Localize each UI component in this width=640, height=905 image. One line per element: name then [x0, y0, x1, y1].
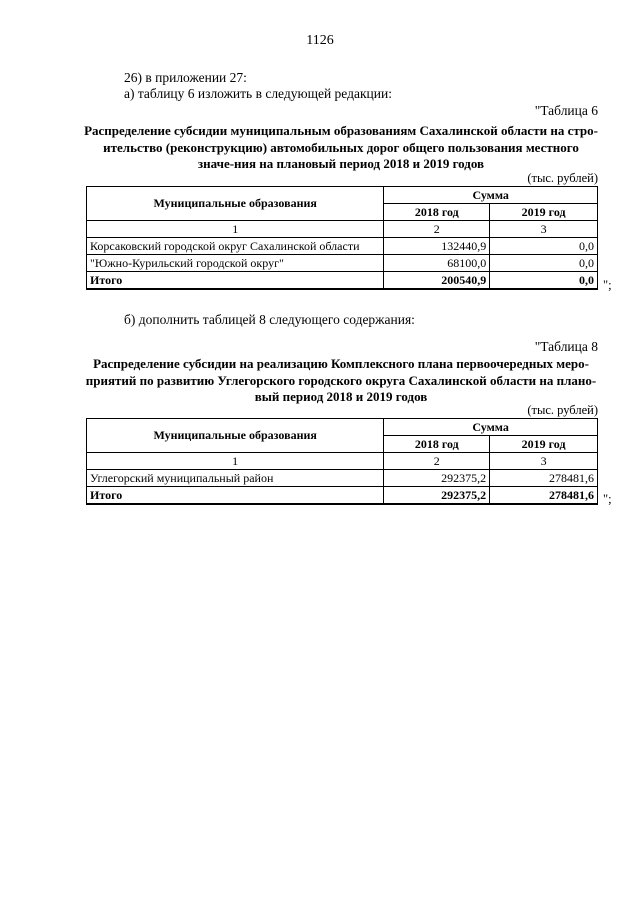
table6-row1-name: Корсаковский городской округ Сахалинской области: [87, 238, 384, 255]
table6-colnum-3: 3: [490, 221, 598, 238]
table6: [86, 186, 598, 290]
table8-row1-name: Углегорский муниципальный район: [87, 470, 384, 487]
table6-units: (тыс. рублей): [527, 171, 598, 185]
item-a: а) таблицу 6 изложить в следующей редакции:: [124, 86, 392, 101]
table6-row1-2019: 0,0: [490, 238, 598, 255]
table8-label: "Таблица 8: [534, 339, 598, 354]
table8-total-2018: 292375,2: [384, 487, 490, 505]
table-row-total: [87, 272, 598, 290]
table6-row2-2018: 68100,0: [384, 255, 490, 272]
table6-closing-quote: ";: [603, 278, 612, 292]
table8-row1-2018: 292375,2: [384, 470, 490, 487]
table6-colnum-1: 1: [87, 221, 384, 238]
table8-header-mo: Муниципальные образования: [87, 419, 384, 453]
table8-title: Распределение субсидии на реализацию Комплексного плана первоочередных меро-приятий по развитию Углегорского городского округа Сахалинской области на плано-вый период 2018 и 2019 годов: [85, 356, 597, 404]
table8-total-2019: 278481,6: [490, 487, 598, 505]
table6-colnum-2: 2: [384, 221, 490, 238]
table6-header-sum: Сумма: [384, 187, 598, 204]
table-row-total: [87, 487, 598, 505]
page-number: 1126: [306, 33, 334, 48]
table8-header-sum: Сумма: [384, 419, 598, 436]
table8-colnum-1: 1: [87, 453, 384, 470]
table-row: [87, 255, 598, 272]
table8-units: (тыс. рублей): [527, 403, 598, 417]
table-row: [87, 238, 598, 255]
table6-total-2018: 200540,9: [384, 272, 490, 290]
table8: [86, 418, 598, 505]
table8-colnum-2: 2: [384, 453, 490, 470]
table8-colnum-3: 3: [490, 453, 598, 470]
table8-total-name: Итого: [87, 487, 384, 505]
table8-header-2019: 2019 год: [490, 436, 598, 453]
table-row: [87, 470, 598, 487]
table6-header-2019: 2019 год: [490, 204, 598, 221]
table6-total-2019: 0,0: [490, 272, 598, 290]
item-26: 26) в приложении 27:: [124, 70, 247, 85]
table6-label: "Таблица 6: [534, 103, 598, 118]
table6-row2-name: "Южно-Курильский городской округ": [87, 255, 384, 272]
table8-row1-2019: 278481,6: [490, 470, 598, 487]
table6-header-2018: 2018 год: [384, 204, 490, 221]
table6-title: Распределение субсидии муниципальным образованиям Сахалинской области на стро-ительство (реконструкцию) автомобильных дорог общего пользования местного значе-ния на плановый период 2018 и 2019 годов: [84, 123, 598, 171]
table6-total-name: Итого: [87, 272, 384, 290]
table6-row2-2019: 0,0: [490, 255, 598, 272]
table8-header-2018: 2018 год: [384, 436, 490, 453]
table6-row1-2018: 132440,9: [384, 238, 490, 255]
table6-header-mo: Муниципальные образования: [87, 187, 384, 221]
table8-closing-quote: ";: [603, 492, 612, 506]
item-b: б) дополнить таблицей 8 следующего содержания:: [124, 312, 415, 327]
